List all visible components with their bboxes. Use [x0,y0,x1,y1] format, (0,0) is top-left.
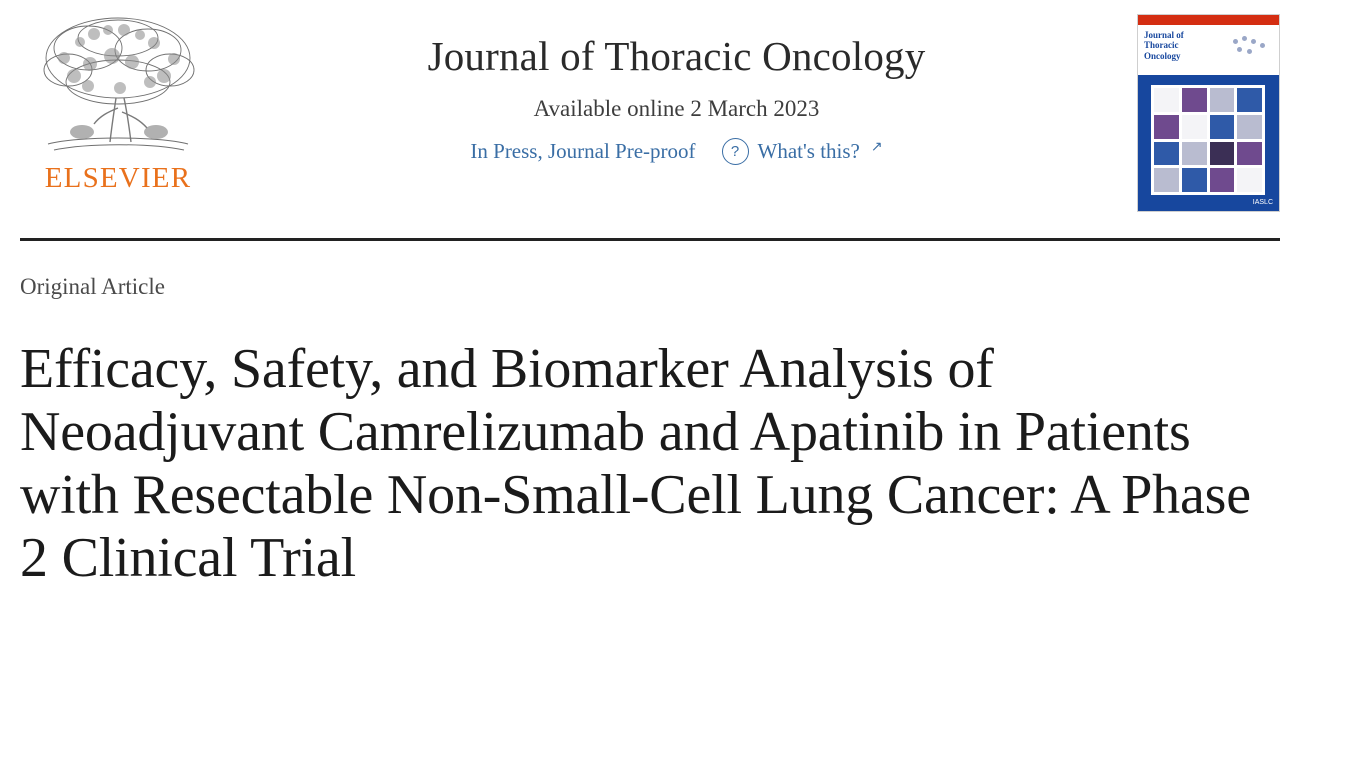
cover-title-line-2: Thoracic [1144,40,1179,51]
article-heading-block [0,274,1350,591]
publisher-name: ELSEVIER [44,162,192,194]
cover-top-band [1138,15,1279,25]
header-divider [20,238,1280,241]
publisher-logo[interactable] [20,8,216,195]
journal-header [0,0,1350,212]
journal-cover-thumbnail[interactable] [1137,14,1280,212]
cover-masthead [1138,25,1279,75]
cover-title-line-3: Oncology [1144,50,1181,61]
article-type-label: Original Article [20,274,165,299]
whats-this-label: What's this? [757,138,860,163]
page-title: Efficacy, Safety, and Biomarker Analysis of Neoadjuvant Camrelizumab and Apatinib in Patients with Resectable Non-Small-Cell Lung Cancer: A Phase 2 Clinical Trial [20,337,1251,590]
journal-availability: Available online 2 March 2023 [533,95,820,121]
cover-image-grid [1151,85,1265,195]
cover-footer-label: IASLC [1252,199,1273,206]
whats-this-link[interactable] [722,138,883,165]
cover-title-line-1: Journal of [1144,30,1184,40]
journal-info [216,8,1137,165]
external-link-arrow-icon: ↗ [870,139,883,155]
question-circle-icon: ? [722,138,749,165]
journal-status-row [216,138,1137,165]
journal-press-status: In Press, Journal Pre-proof [470,138,696,163]
cover-society-logo-icon [1231,35,1273,57]
elsevier-tree-icon [28,12,208,160]
journal-title: Journal of Thoracic Oncology [427,33,926,79]
